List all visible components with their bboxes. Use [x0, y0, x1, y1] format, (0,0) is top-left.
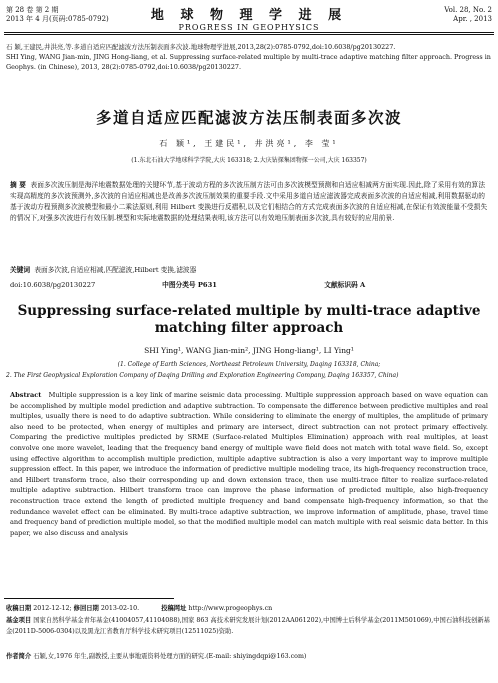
doi-link[interactable]: doi:10.6038/pg20130227	[10, 281, 96, 289]
header-rule-thin	[4, 34, 494, 35]
abstract-en-label: Abstract	[10, 391, 42, 399]
volume-en: Vol. 28, No. 2	[444, 6, 492, 14]
footnote-author	[6, 651, 492, 662]
footnote-fund	[6, 615, 492, 637]
date-pages: 2013 年 4 月(页码:0785-0792)	[6, 15, 109, 23]
author-text: 石颖,女,1976 年生,副教授,主要从事地震资料处理方面的研究.(E-mail: shiyingdqpi@163.com)	[33, 653, 307, 660]
revised-label: 修回日期	[73, 605, 99, 612]
abstract-cn-label: 摘 要	[10, 181, 27, 189]
site-label: 投稿网址	[161, 605, 187, 612]
abstract-en	[10, 390, 488, 538]
header-right	[444, 6, 492, 24]
keywords-cn-label: 关键词	[10, 266, 31, 274]
date-en: Apr. , 2013	[453, 15, 492, 23]
journal-masthead	[0, 4, 498, 32]
header-rule	[4, 32, 494, 33]
title-en: Suppressing surface-related multiple by multi-trace adaptive matching filter approach	[17, 303, 481, 336]
citation-cn: 石 颖,王建民,井洪亮,等.多道自适应匹配滤波方法压制表面多次波.地球物理学进展,2013,28(2):0785-0792,doi:10.6038/pg20130227.	[6, 43, 396, 51]
classification-row	[10, 280, 488, 291]
abstract-cn-text: 表面多次波压制是海洋地震数据处理的关键环节,基于波动方程的多次波压制方法可由多次波模型预测和自适应相减两方面实现.因此,除了采用有效的算法实现高精度的多次波预测外,多次波的自适应相减也是改善多次波压制效果的重要手段.文中采用多道自适应滤波器完成表面多次波的自适应相减,利用数据驱动的基于波动方程预测多次波模型和最小二乘法原则,利用 Hilbert 变换进行反褶积,以及它们相结合的方式完成表面多次波的自适应相减,在保证有效波能量不受损失的情况下,对强多次波进行有效压制.模型和实际地震数据的处理结果表明,该方法可以有效地压制表面多次波,具有较好的应用前景.	[10, 181, 488, 222]
citation-en: SHI Ying, WANG Jian-min, JING Hong-liang, et al. Suppressing surface-related multiple by multi-trace adaptive matching filter approach. Progress in Geophys. (in Chinese), 2013, 28(2):0785-0792,doi:10.6038/pg20130227.	[6, 53, 491, 71]
received-date: 2012-12-12;	[33, 605, 72, 612]
affiliation-cn: (1.东北石油大学地球科学学院,大庆 163318; 2.大庆钻探集团物探一公司,大庆 163357)	[131, 157, 367, 164]
author-label: 作者简介	[6, 653, 32, 660]
fund-label: 基金项目	[6, 617, 32, 624]
clc-number: 中图分类号 P631	[162, 281, 217, 289]
abstract-en-text: Multiple suppression is a key link of marine seismic data processing. Multiple suppression approach based on wave equation can be accomplished by multiple model prediction and adaptive subtraction. To compensate the difference between predictive multiples and real multiples, usually there is need to do adaptive subtraction. While considering to eliminate the energy of multiples, the amplitude of primary also need to be protected, when energy of multiples and primary are intersect, direct subtraction can not protect primary effectively. Comparing the predictive multiples predicted by SRME (Surface-related Multiples Elimination) approach with real multiples, at least convolve one more wavelet, leading that the frequency band energy of multiple wave field does not match with total wave field. So, except using effective algorithm to accomplish multiple prediction, multiple adaptive subtraction is also a very important way to improve multiple suppression effect. In this paper, we introduce the information of predictive multiple modeling trace, its high-frequency reconstruction trace, and Hilbert transform trace, also their corresponding up and down extension trace, then use multi-trace filter to realize surface-related multiple adaptive subtraction. Hilbert transform trace can improve the phase information of predicted multiple, also high-frequency reconstruction trace extend the length of predicted multiple frequency and band compensate high-frequency information, so that the redundance wavelet effect can be eliminated. By multi-trace adaptive subtraction, we improve information of amplitude, phase, travel time and frequency band of prediction multiple model, so that the modified multiple model can match multiple with real seismic data better. In this paper, we also discuss and analysis	[10, 391, 488, 537]
revised-date: 2013-02-10.	[100, 605, 140, 612]
affiliation-en-2: 2. The First Geophysical Exploration Company of Daqing Drilling and Exploration Engineering Company, Daqing 163357, China)	[6, 372, 399, 379]
document-code: 文献标识码 A	[324, 281, 366, 289]
keywords-cn-text: 表面多次波,自适应相减,匹配滤波,Hilbert 变换,滤波器	[34, 266, 197, 274]
fund-text: 国家自然科学基金青年基金(41004057,41104088),国家 863 高技术研究发展计划(2012AA061202),中国博士后科学基金(2011M501069),中国石油科技创新基金(2011D-5006-0304)以及黑龙江省教育厅科学技术研究项目(12511025)资助.	[6, 617, 490, 635]
authors-cn: 石 颖¹, 王建民¹, 井洪亮¹, 李 莹¹	[159, 139, 339, 148]
authors-en: SHI Ying¹, WANG Jian-min², JING Hong-liang¹, LI Ying¹	[144, 346, 354, 355]
received-label: 收稿日期	[6, 605, 32, 612]
journal-title-en: PROGRESS IN GEOPHYSICS	[178, 23, 320, 32]
abstract-cn	[10, 180, 488, 224]
title-cn: 多道自适应匹配滤波方法压制表面多次波	[95, 108, 402, 127]
volume-issue-cn: 第 28 卷 第 2 期	[6, 6, 59, 14]
footnote-dates	[6, 603, 492, 614]
journal-title-cn: 地 球 物 理 学 进 展	[150, 8, 348, 23]
citation-block	[6, 42, 492, 72]
site-url[interactable]: http://www.progeophys.cn	[188, 605, 273, 612]
footnote-rule	[4, 598, 174, 599]
keywords-cn	[10, 265, 488, 276]
affiliation-en-1: (1. College of Earth Sciences, Northeast Petroleum University, Daqing 163318, China;	[117, 361, 381, 368]
